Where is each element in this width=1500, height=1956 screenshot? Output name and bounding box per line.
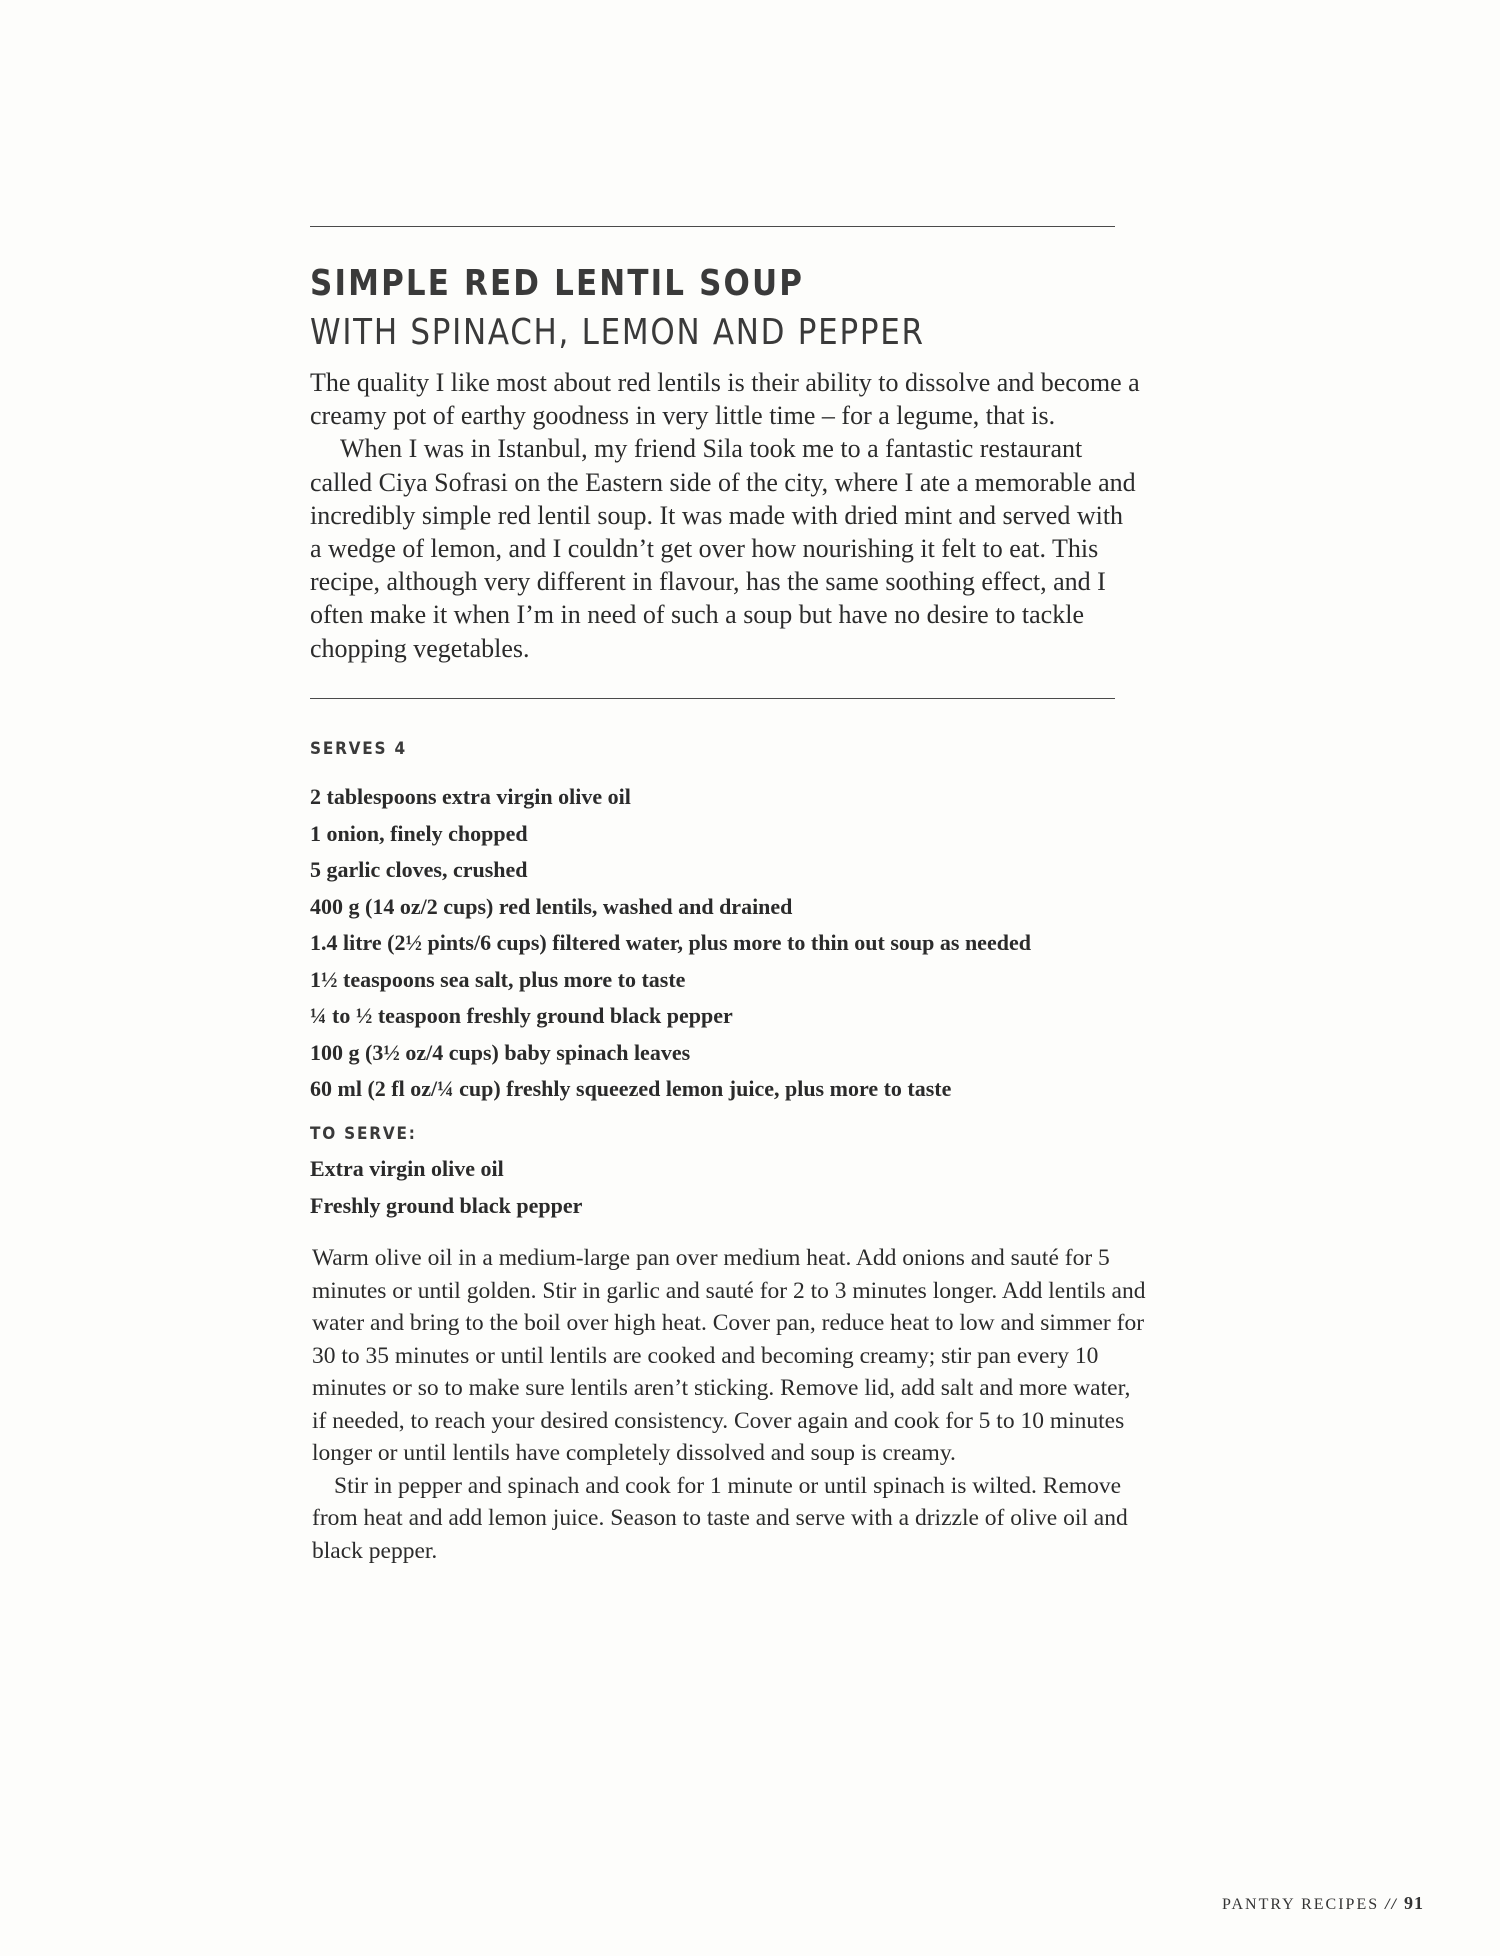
intro-paragraph: The quality I like most about red lentils is their ability to dissolve and become a creamy pot of earthy goodness in very little time – for a legume, that is. xyxy=(310,368,1140,431)
intro-paragraph: When I was in Istanbul, my friend Sila took me to a fantastic restaurant called Ciya Sofrasi on the Eastern side of the city, where I ate a memorable and incredibly simple red lentil soup. It was made with dried mint and served with a wedge of lemon, and I couldn’t get over how nourishing it felt to eat. This recipe, although very different in flavour, has the same soothing effect, and I often make it when I’m in need of such a soup but have no desire to tackle chopping vegetables. xyxy=(310,434,1136,663)
to-serve-item: Extra virgin olive oil xyxy=(310,1156,504,1181)
recipe-method xyxy=(312,1242,1147,1567)
top-divider xyxy=(310,226,1115,227)
footer-section-name: PANTRY RECIPES xyxy=(1222,1896,1380,1913)
to-serve-label: TO SERVE: xyxy=(310,1124,417,1144)
ingredient-item: 400 g (14 oz/2 cups) red lentils, washed and drained xyxy=(310,893,793,919)
method-paragraph: Stir in pepper and spinach and cook for 1 minute or until spinach is wilted. Remove from heat and add lemon juice. Season to taste and serve with a drizzle of olive oil and black pepper. xyxy=(312,1472,1128,1564)
ingredient-item: 5 garlic cloves, crushed xyxy=(310,857,528,882)
method-paragraph: Warm olive oil in a medium-large pan over medium heat. Add onions and sauté for 5 minutes or until golden. Stir in garlic and sauté for 2 to 3 minutes longer. Add lentils and water and bring to the boil over high heat. Cover pan, reduce heat to low and simmer for 30 to 35 minutes or until lentils are cooked and becoming creamy; stir pan every 10 minutes or so to make sure lentils aren’t sticking. Remove lid, add salt and more water, if needed, to reach your desired consistency. Cover again and cook for 5 to 10 minutes longer or until lentils have completely dissolved and soup is creamy. xyxy=(312,1245,1146,1466)
ingredient-item: 1 onion, finely chopped xyxy=(310,820,528,846)
ingredient-item: 100 g (3½ oz/4 cups) baby spinach leaves xyxy=(310,1039,691,1065)
ingredient-item: 1½ teaspoons sea salt, plus more to taste xyxy=(310,966,686,992)
recipe-subtitle: WITH SPINACH, LEMON AND PEPPER xyxy=(310,312,925,353)
recipe-title: SIMPLE RED LENTIL SOUP xyxy=(310,263,805,304)
serves-label: SERVES 4 xyxy=(310,739,407,759)
recipe-intro xyxy=(310,366,1140,665)
middle-divider xyxy=(310,698,1115,699)
ingredient-list xyxy=(310,779,1031,1108)
to-serve-item: Freshly ground black pepper xyxy=(310,1192,583,1218)
page-number: 91 xyxy=(1404,1893,1424,1913)
ingredient-item: 60 ml (2 fl oz/¼ cup) freshly squeezed lemon juice, plus more to taste xyxy=(310,1076,952,1101)
to-serve-list xyxy=(310,1151,582,1224)
page-footer xyxy=(1222,1893,1424,1914)
footer-separator: // xyxy=(1385,1896,1398,1913)
ingredient-item: ¼ to ½ teaspoon freshly ground black pepper xyxy=(310,1003,733,1028)
ingredient-item: 1.4 litre (2½ pints/6 cups) filtered water, plus more to thin out soup as needed xyxy=(310,930,1031,955)
ingredient-item: 2 tablespoons extra virgin olive oil xyxy=(310,784,631,809)
